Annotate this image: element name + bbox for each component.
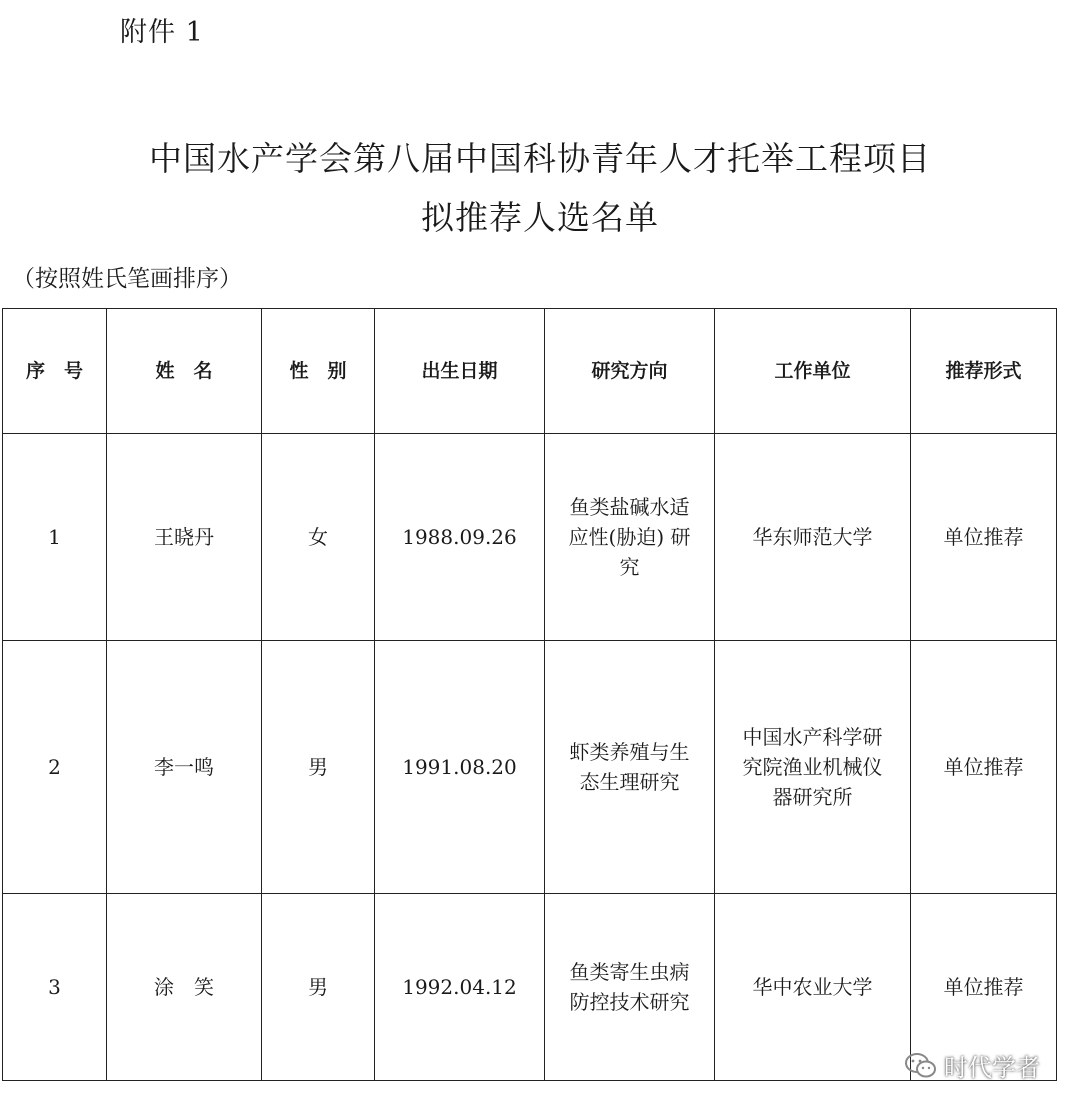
wechat-icon: [904, 1052, 938, 1080]
header-no: 序 号: [3, 309, 107, 434]
cell-unit: [715, 894, 911, 1081]
cell-name: 李一鸣: [107, 641, 262, 894]
cell-unit: [715, 641, 911, 894]
header-name: 姓 名: [107, 309, 262, 434]
cell-gender: 女: [262, 434, 375, 641]
table-header-row: [3, 309, 1057, 434]
attachment-label: 附件 1: [120, 17, 204, 48]
header-birth: 出生日期: [375, 309, 545, 434]
header-unit: 工作单位: [715, 309, 911, 434]
cell-method: 单位推荐: [911, 641, 1057, 894]
cell-name: 王晓丹: [107, 434, 262, 641]
cell-field: [545, 641, 715, 894]
cell-method: 单位推荐: [911, 894, 1057, 1081]
cell-name: 涂 笑: [107, 894, 262, 1081]
header-field: 研究方向: [545, 309, 715, 434]
unit-text: 华中农业大学: [752, 975, 873, 999]
table-row: [3, 641, 1057, 894]
cell-birth: 1992.04.12: [375, 894, 545, 1081]
unit-text: 华东师范大学: [752, 525, 873, 549]
sort-note: （按照姓氏笔画排序）: [12, 266, 242, 292]
watermark-text: 时代学者: [944, 1054, 1040, 1082]
field-text: 鱼类盐碱水适应性(胁迫) 研究: [568, 495, 691, 579]
table-row: [3, 894, 1057, 1081]
document-title: 中国水产学会第八届中国科协青年人才托举工程项目: [149, 139, 931, 178]
field-text: 鱼类寄生虫病防控技术研究: [569, 960, 690, 1014]
table-row: [3, 434, 1057, 641]
cell-field: [545, 434, 715, 641]
cell-method: 单位推荐: [911, 434, 1057, 641]
header-gender: 性 别: [262, 309, 375, 434]
header-method: 推荐形式: [911, 309, 1057, 434]
cell-gender: 男: [262, 641, 375, 894]
field-text: 虾类养殖与生态生理研究: [569, 740, 690, 794]
document-subtitle: 拟推荐人选名单: [421, 198, 659, 237]
cell-field: [545, 894, 715, 1081]
unit-text: 中国水产科学研究院渔业机械仪器研究所: [742, 725, 883, 809]
cell-no: 3: [3, 894, 107, 1081]
cell-birth: 1988.09.26: [375, 434, 545, 641]
candidate-table: [2, 308, 1057, 1081]
cell-birth: 1991.08.20: [375, 641, 545, 894]
cell-unit: [715, 434, 911, 641]
cell-no: 2: [3, 641, 107, 894]
watermark: [904, 1048, 1040, 1083]
cell-no: 1: [3, 434, 107, 641]
cell-gender: 男: [262, 894, 375, 1081]
